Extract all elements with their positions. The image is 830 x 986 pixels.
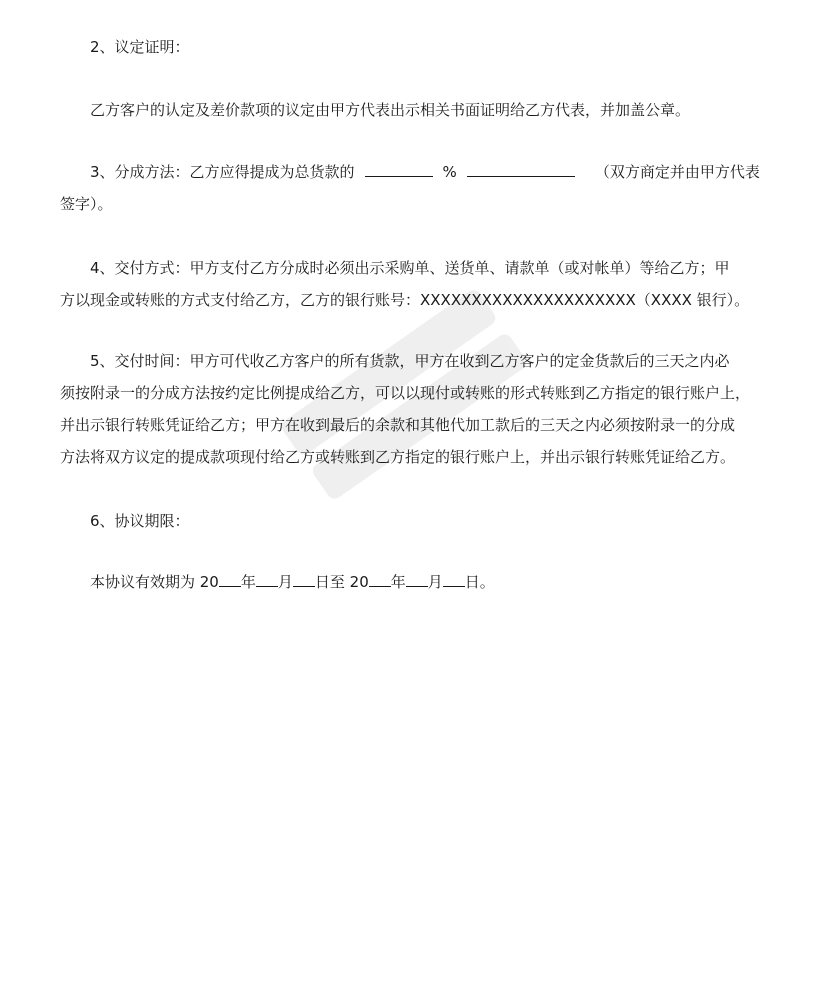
year-label-2: 年 [390, 573, 406, 591]
year-blank-1 [219, 568, 241, 587]
section-5-line-1: 5、交付时间：甲方可代收乙方客户的所有货款，甲方在收到乙方客户的定金货款后的三天之内必 [90, 352, 730, 370]
section-2-heading: 2、议定证明： [90, 38, 190, 56]
month-blank-1 [256, 568, 278, 587]
day-blank-1 [293, 568, 315, 587]
section-5-line-2: 须按附录一的分成方法按约定比例提成给乙方，可以以现付或转账的形式转账到乙方指定的银行账户上， [60, 384, 751, 402]
period-prefix: 本协议有效期为 20 [90, 573, 219, 591]
section-5-line-3: 并出示银行转账凭证给乙方；甲方在收到最后的余款和其他代加工款后的三天之内必须按附录一的分成 [60, 416, 736, 434]
month-label-2: 月 [427, 573, 443, 591]
day-to-label: 日至 20 [314, 573, 369, 591]
percent-blank [365, 158, 433, 177]
day-end-label: 日。 [464, 573, 495, 591]
month-label-1: 月 [277, 573, 293, 591]
section-3-suffix: （双方商定并由甲方代表 [594, 163, 760, 181]
section-6-heading: 6、协议期限： [90, 512, 190, 530]
section-2-text: 乙方客户的认定及差价款项的议定由甲方代表出示相关书面证明给乙方代表，并加盖公章。 [90, 101, 691, 119]
section-4-line-2: 方以现金或转账的方式支付给乙方，乙方的银行账号：XXXXXXXXXXXXXXXXXXXXX（XXXX 银行）。 [60, 291, 750, 309]
year-label-1: 年 [240, 573, 256, 591]
year-blank-2 [369, 568, 391, 587]
section-4-line-1: 4、交付方式：甲方支付乙方分成时必须出示采购单、送货单、请款单（或对帐单）等给乙方；甲 [90, 259, 730, 277]
section-5-line-4: 方法将双方议定的提成款项现付给乙方或转账到乙方指定的银行账户上，并出示银行转账凭证给乙方。 [60, 448, 736, 466]
day-blank-2 [443, 568, 465, 587]
percent-sign: % [442, 163, 457, 181]
month-blank-2 [406, 568, 428, 587]
section-3-prefix: 3、分成方法：乙方应得提成为总货款的 [90, 163, 355, 181]
section-6-period [90, 567, 776, 597]
section-3-line-2: 签字）。 [60, 195, 113, 213]
section-3-line-1 [90, 157, 776, 187]
signature-blank [467, 158, 575, 177]
